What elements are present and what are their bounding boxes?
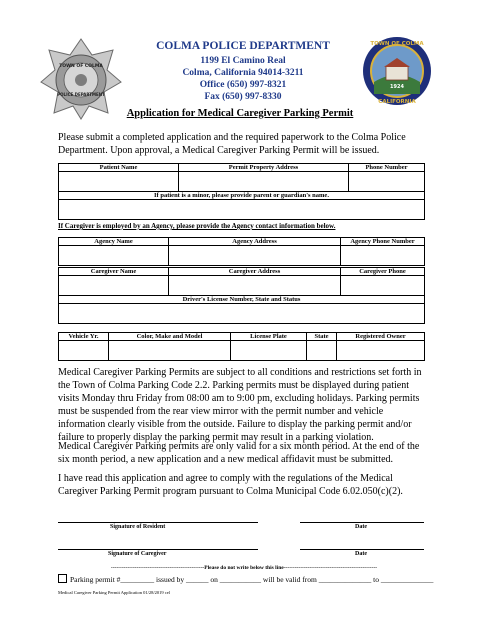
agency-name-field[interactable]: [59, 246, 169, 266]
patient-name-field[interactable]: [59, 172, 179, 192]
svg-text:TOWN OF COLMA: TOWN OF COLMA: [59, 64, 103, 69]
town-seal-logo: [362, 36, 432, 106]
svg-text:POLICE DEPARTMENT: POLICE DEPARTMENT: [57, 92, 105, 97]
department-office-phone: Office (650) 997-8321: [199, 80, 287, 90]
form-footer: Medical Caregiver Parking Permit Application 01/28/2019 cel: [58, 590, 170, 595]
resident-signature-line[interactable]: [58, 522, 258, 523]
department-city: Colma, California 94014-3211: [182, 68, 304, 78]
office-use-note: ---------------------------------------------------Please do not write below this line---------------------------------------------------: [110, 565, 378, 571]
agency-name-header: Agency Name: [59, 238, 169, 246]
department-fax: Fax (650) 997-8330: [204, 92, 282, 102]
patient-table: [58, 163, 425, 220]
caregiver-name-header: Caregiver Name: [59, 268, 169, 276]
agency-address-field[interactable]: [169, 246, 341, 266]
permit-checkbox[interactable]: [58, 574, 67, 583]
agency-address-header: Agency Address: [169, 238, 341, 246]
vehicle-model-field[interactable]: [109, 341, 231, 361]
department-address: 1199 El Camino Real: [200, 56, 286, 66]
guardian-name-field[interactable]: [59, 200, 425, 220]
caregiver-signature-line[interactable]: [58, 549, 258, 550]
patient-name-header: Patient Name: [59, 164, 179, 172]
agency-table: [58, 237, 425, 266]
phone-number-header: Phone Number: [349, 164, 425, 172]
license-field[interactable]: [59, 304, 425, 324]
caregiver-phone-field[interactable]: [341, 276, 425, 296]
caregiver-address-field[interactable]: [169, 276, 341, 296]
form-title: Application for Medical Caregiver Parking Permit: [126, 108, 354, 119]
agreement-paragraph: I have read this application and agree to comply with the regulations of the Medical Caregiver Parking Permit program pursuant to Colma Municipal Code 6.02.050(c)(2).: [58, 473, 403, 497]
svg-text:TOWN OF COLMA: TOWN OF COLMA: [370, 41, 424, 47]
resident-date-label: Date: [355, 524, 367, 530]
caregiver-date-line[interactable]: [300, 549, 424, 550]
guardian-header: If patient is a minor, please provide parent or guardian's name.: [59, 192, 425, 200]
agency-note: If Caregiver is employed by an Agency, please provide the Agency contact information below.: [58, 222, 336, 230]
permit-line-text: Parking permit #_________ issued by ______ on ___________ will be valid from ______________ to ______________: [70, 575, 434, 584]
conditions-paragraph: Medical Caregiver Parking Permits are subject to all conditions and restrictions set forth in the Town of Colma Parking Code 2.2. Parking permits must be displayed during patient visits Monday thru Friday from 08:00 am to 9:00 pm, excluding holidays. Parking permits must be suspended from the rear view mirror with the permit number and vehicle information clearly visible from the outside. Failure to display the parking permit and/or failure to properly display the parking permit may result in a parking violation.: [58, 367, 422, 443]
permit-line-row: [58, 574, 433, 584]
vehicle-model-header: Color, Make and Model: [109, 333, 231, 341]
license-header: Driver's License Number, State and Status: [59, 296, 425, 304]
resident-signature-label: Signature of Resident: [110, 524, 166, 530]
validity-paragraph: Medical Caregiver Parking permits are only valid for a six month period. At the end of the six month period, a new application and a new medical affidavit must be submitted.: [58, 441, 420, 465]
phone-number-field[interactable]: [349, 172, 425, 192]
license-plate-field[interactable]: [231, 341, 307, 361]
license-plate-header: License Plate: [231, 333, 307, 341]
svg-text:1924: 1924: [390, 84, 404, 90]
caregiver-signature-label: Signature of Caregiver: [108, 551, 167, 557]
department-name: COLMA POLICE DEPARTMENT: [156, 40, 330, 52]
caregiver-name-field[interactable]: [59, 276, 169, 296]
svg-text:CALIFORNIA: CALIFORNIA: [378, 99, 416, 105]
agency-phone-field[interactable]: [341, 246, 425, 266]
registered-owner-field[interactable]: [337, 341, 425, 361]
caregiver-address-header: Caregiver Address: [169, 268, 341, 276]
vehicle-year-field[interactable]: [59, 341, 109, 361]
resident-date-line[interactable]: [300, 522, 424, 523]
permit-address-header: Permit Property Address: [179, 164, 349, 172]
vehicle-year-header: Vehicle Yr.: [59, 333, 109, 341]
vehicle-table: [58, 332, 425, 361]
caregiver-date-label: Date: [355, 551, 367, 557]
permit-address-field[interactable]: [179, 172, 349, 192]
caregiver-table: [58, 267, 425, 324]
registered-owner-header: Registered Owner: [337, 333, 425, 341]
caregiver-phone-header: Caregiver Phone: [341, 268, 425, 276]
intro-paragraph: Please submit a completed application and the required paperwork to the Colma Police Department. Upon approval, a Medical Caregiver Parking Permit will be issued.: [58, 132, 406, 156]
state-header: State: [307, 333, 337, 341]
state-field[interactable]: [307, 341, 337, 361]
agency-phone-header: Agency Phone Number: [341, 238, 425, 246]
